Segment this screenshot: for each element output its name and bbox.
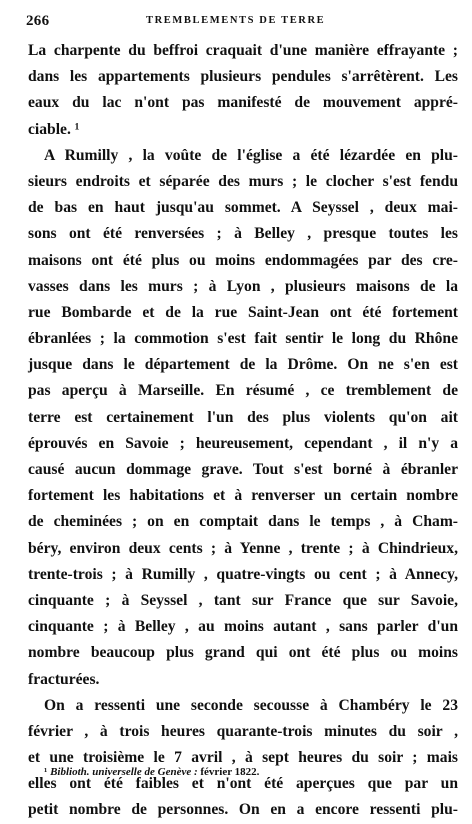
text-line: maisons ont été plus ou moins endommagées par des cre- bbox=[28, 251, 458, 269]
text-line: pas aperçu à Marseille. En résumé , ce tremblement de bbox=[28, 382, 458, 400]
text-line: cinquante ; à Seyssel , tant sur France que sur Savoie, bbox=[28, 591, 458, 609]
text-line: et une troisième le 7 avril , à sept heures du soir ; mais bbox=[28, 749, 458, 767]
text-line: sons ont été renversées ; à Belley , presque toutes les bbox=[28, 225, 458, 243]
text-line: elles ont été faibles et n'ont été aperçues que par un bbox=[28, 775, 458, 793]
page-header bbox=[26, 13, 456, 35]
text-line: On a ressenti une seconde secousse à Chambéry le 23 bbox=[44, 696, 458, 714]
text-line: A Rumilly , la voûte de l'église a été lézardée en plu- bbox=[44, 146, 458, 164]
text-line: sieurs endroits et séparée des murs ; le clocher s'est fendu bbox=[28, 172, 458, 190]
text-line: béry, environ deux cents ; à Yenne , trente ; à Chindrieux, bbox=[28, 539, 458, 557]
text-line: jusque dans le département de la Drôme. On ne s'en est bbox=[28, 356, 458, 374]
text-line: de bas en haut jusqu'au sommet. A Seyssel , deux mai- bbox=[28, 199, 458, 217]
text-line: de cheminées ; on en comptait dans le temps , à Cham- bbox=[28, 513, 458, 531]
running-title: TREMBLEMENTS DE TERRE bbox=[146, 15, 326, 26]
page-number: 266 bbox=[26, 13, 50, 29]
text-line: causé aucun dommage grave. Tout s'est borné à ébranler bbox=[28, 461, 458, 478]
text-line: nombre beaucoup plus grand qui ont été plus ou moins bbox=[28, 644, 458, 662]
text-line: eaux du lac n'ont pas manifesté de mouvement appré- bbox=[28, 94, 458, 112]
text-line: trente-trois ; à Rumilly , quatre-vingts ou cent ; à Annecy, bbox=[28, 565, 458, 583]
footnote-date: février 1822. bbox=[200, 766, 260, 778]
text-line: petit nombre de personnes. On en a encore ressenti plu- bbox=[28, 801, 458, 819]
text-line: terre est certainement l'un des plus violents qu'on ait bbox=[28, 408, 458, 426]
text-line: vasses dans les murs ; à Lyon , plusieurs maisons de la bbox=[28, 277, 458, 295]
text-line: ébranlées ; la commotion s'est fait sentir le long du Rhône bbox=[28, 330, 458, 348]
footnote-marker: ¹ bbox=[44, 766, 48, 778]
text-line: éprouvés en Savoie ; heureusement, cependant , il n'y a bbox=[28, 434, 458, 452]
text-line: février , à trois heures quarante-trois minutes du soir , bbox=[28, 722, 458, 740]
text-line: fracturées. bbox=[28, 670, 100, 688]
text-line: La charpente du beffroi craquait d'une manière effrayante ; bbox=[28, 42, 458, 59]
body-text bbox=[28, 38, 458, 824]
text-line: fortement les habitations et à renverser un certain nombre bbox=[28, 487, 458, 505]
text-line: rue Bombarde et de la rue Saint-Jean ont été fortement bbox=[28, 303, 458, 321]
footnote bbox=[44, 766, 259, 778]
footnote-source: Biblioth. universelle de Genève : bbox=[50, 766, 198, 778]
text-line: cinquante ; à Belley , au moins autant , sans parler d'un bbox=[28, 618, 458, 636]
text-line: ciable. ¹ bbox=[28, 120, 80, 138]
text-line: dans les appartements plusieurs pendules s'arrêtèrent. Les bbox=[28, 68, 458, 86]
